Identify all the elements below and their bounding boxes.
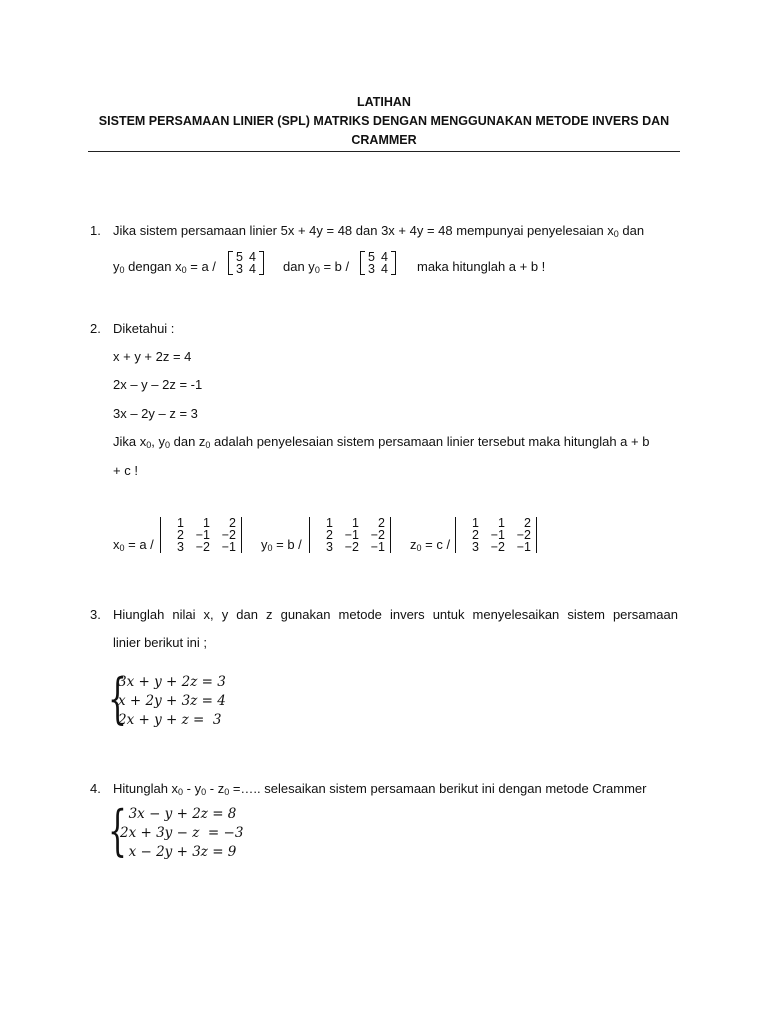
q2-z-formula [410, 537, 450, 553]
q2-det-z [455, 517, 537, 553]
q2-eq1: x + y + 2z = 4 [113, 349, 192, 364]
q2-text-b: , y [151, 434, 165, 449]
q2-det-cell: −2 [516, 528, 531, 542]
q1-matrix-a [228, 251, 264, 275]
q2-zf-sub: 0 [416, 543, 422, 553]
q2-det-cell: 3 [177, 540, 184, 554]
q4-line [113, 781, 647, 797]
q2-z-sub: 0 [205, 440, 211, 450]
q2-det-cell: 2 [229, 516, 236, 530]
q2-number: 2. [90, 321, 101, 336]
q2-text-a: Jika x [113, 434, 147, 449]
q1-line1-text: Jika sistem persamaan linier 5x + 4y = 48 dan 3x + 4y = 48 mempunyai penyelesaian x [113, 223, 614, 238]
q1-line1-sub: 0 [613, 229, 619, 239]
q1-line2-end: maka hitunglah a + b ! [417, 259, 546, 274]
q2-zf-eq: = c / [421, 537, 451, 552]
q4-number: 4. [90, 781, 101, 796]
header-subtitle: SISTEM PERSAMAAN LINIER (SPL) MATRIKS DENGAN MENGGUNAKAN METODE INVERS DAN [98, 114, 670, 128]
q2-det-cell: −1 [195, 528, 210, 542]
q1-x-sub: 0 [181, 265, 187, 275]
q2-det-cell: 2 [524, 516, 531, 530]
document-header [88, 93, 680, 150]
header-divider [88, 151, 680, 152]
q4-eq3: x − 2y + 3z = 9 [120, 844, 237, 860]
q1-matrix-b-cell: 4 [380, 250, 388, 264]
q1-line2-mid [283, 259, 349, 275]
q2-det-cell: −1 [370, 540, 385, 554]
q4-z-sub: 0 [224, 787, 230, 797]
q2-det-row [162, 541, 240, 553]
q1-matrix-a-cell: 3 [236, 262, 243, 276]
q2-det-cell: −1 [344, 528, 359, 542]
q1-y0-sub: 0 [314, 265, 320, 275]
q2-det-cell: 1 [203, 516, 210, 530]
q3-line2: linier berikut ini ; [113, 635, 207, 650]
q2-det-cell: −1 [490, 528, 505, 542]
q2-zf-label: z [410, 537, 417, 552]
q2-det-cell: −1 [516, 540, 531, 554]
q4-eq1: 3x − y + 2z = 8 [120, 806, 237, 822]
q1-and-y: dan y [283, 259, 315, 274]
q4-brace: { [108, 799, 127, 862]
q1-eq-b: = b / [319, 259, 350, 274]
q2-det-cell: 1 [326, 516, 333, 530]
q1-line2-start [113, 259, 216, 275]
q1-matrix-a-cell: 4 [248, 262, 256, 276]
q2-det-cell: 1 [498, 516, 505, 530]
q2-yf-sub: 0 [267, 543, 273, 553]
q2-y-sub: 0 [164, 440, 170, 450]
q1-matrix-b-cell: 5 [368, 250, 375, 264]
q2-det-cell: 1 [177, 516, 184, 530]
q2-text-d: adalah penyelesaian sistem persamaan linier tersebut maka hitunglah a + b [210, 434, 650, 449]
q2-y-formula [261, 537, 302, 553]
q2-det-cell: −2 [195, 540, 210, 554]
q2-det-cell: 3 [326, 540, 333, 554]
header-title: LATIHAN [357, 95, 411, 109]
q2-det-cell: −1 [221, 540, 236, 554]
q2-xf-sub: 0 [119, 543, 125, 553]
q3-eq1: 3x + y + 2z = 3 [118, 674, 226, 690]
q1-y-sub: 0 [119, 265, 125, 275]
q2-det-y [309, 517, 391, 553]
q2-det-cell: 2 [326, 528, 333, 542]
q1-line1-end: dan [618, 223, 645, 238]
q2-det-x [160, 517, 242, 553]
q2-text-line2: + c ! [113, 463, 138, 478]
q2-det-cell: 2 [378, 516, 385, 530]
q2-eq2: 2x – y – 2z = -1 [113, 377, 203, 392]
q2-det-cell: −2 [370, 528, 385, 542]
q1-matrix-a-row [233, 263, 259, 275]
q2-det-row [457, 541, 535, 553]
q2-yf-eq: = b / [272, 537, 302, 552]
q2-text-line1 [113, 434, 649, 450]
q4-text-d: =….. selesaikan sistem persamaan berikut ini dengan metode Crammer [229, 781, 647, 796]
q2-det-cell: −2 [490, 540, 505, 554]
q1-matrix-b-row [365, 263, 391, 275]
q2-det-cell: −2 [344, 540, 359, 554]
q2-eq3: 3x – 2y – z = 3 [113, 406, 198, 421]
header-subtitle-cont: CRAMMER [351, 133, 417, 147]
q2-xf-eq: = a / [124, 537, 154, 552]
q1-line1 [113, 223, 644, 239]
q2-x-sub: 0 [146, 440, 152, 450]
q3-eq3: 2x + y + z = 3 [118, 712, 222, 728]
q3-line1: Hiunglah nilai x, y dan z gunakan metode invers untuk menyelesaikan sistem persamaan [113, 607, 678, 622]
q2-det-row [311, 541, 389, 553]
q2-det-cell: 1 [352, 516, 359, 530]
q2-det-cell: −2 [221, 528, 236, 542]
q1-matrix-b [360, 251, 396, 275]
q2-det-cell: 1 [472, 516, 479, 530]
q4-y-sub: 0 [201, 787, 207, 797]
q1-y-label: y [113, 259, 120, 274]
q2-det-cell: 2 [177, 528, 184, 542]
q1-eq-a: = a / [186, 259, 216, 274]
q2-yf-label: y [261, 537, 268, 552]
q2-det-cell: 3 [472, 540, 479, 554]
q2-text-c: dan z [170, 434, 206, 449]
q4-x-sub: 0 [178, 787, 184, 797]
q1-matrix-a-cell: 5 [236, 250, 243, 264]
q4-text-b: - y [183, 781, 202, 796]
q3-number: 3. [90, 607, 101, 622]
q3-brace: { [108, 667, 127, 730]
q4-text-a: Hitunglah x [113, 781, 179, 796]
q1-number: 1. [90, 223, 101, 238]
q1-matrix-a-cell: 4 [248, 250, 256, 264]
q2-xf-label: x [113, 537, 120, 552]
q4-eq2: 2x + 3y − z = −3 [120, 825, 244, 841]
q4-text-c: - z [206, 781, 225, 796]
q1-matrix-b-cell: 4 [380, 262, 388, 276]
q1-with-x: dengan x [124, 259, 182, 274]
q2-intro: Diketahui : [113, 321, 175, 336]
q2-det-cell: 2 [472, 528, 479, 542]
q2-x-formula [113, 537, 154, 553]
q1-matrix-b-cell: 3 [368, 262, 375, 276]
q3-eq2: x + 2y + 3z = 4 [118, 693, 226, 709]
